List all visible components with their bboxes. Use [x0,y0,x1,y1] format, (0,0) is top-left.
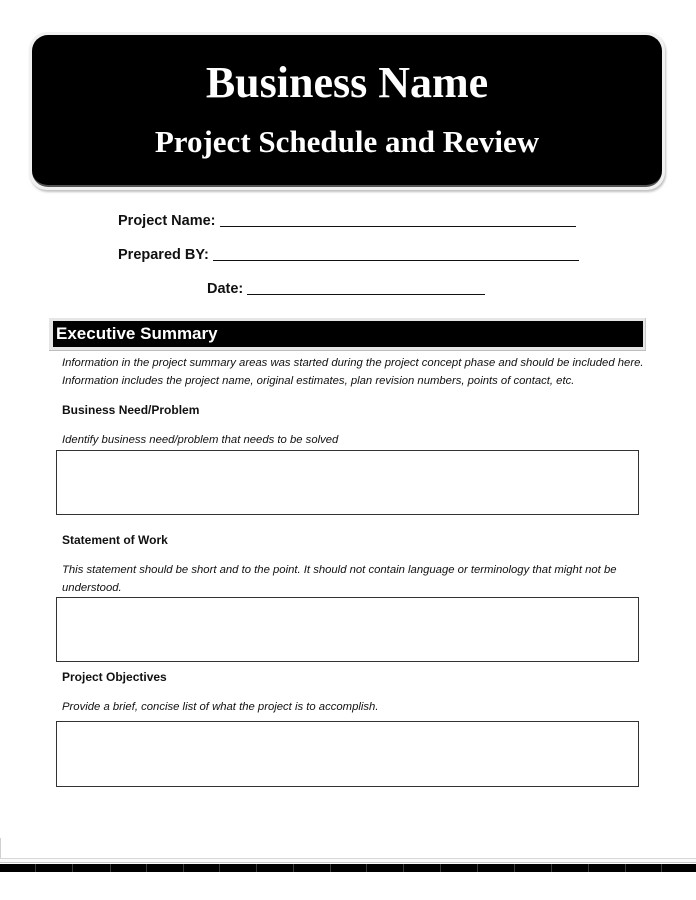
business-need-heading: Business Need/Problem [62,403,200,417]
ruler-tick [403,864,404,872]
project-name-label: Project Name: [118,213,216,229]
prepared-by-input-line[interactable] [213,246,579,261]
ruler-tick [588,864,589,872]
project-objectives-heading: Project Objectives [62,670,167,684]
ruler-tick [514,864,515,872]
business-name: Business Name [205,58,489,107]
ruler-tick [219,864,220,872]
document-title: Project Schedule and Review [154,124,540,159]
business-need-input-box[interactable] [56,450,639,515]
statement-of-work-heading: Statement of Work [62,533,168,547]
ruler-tick [661,864,662,872]
ruler-tick [183,864,184,872]
statement-of-work-input-box[interactable] [56,597,639,662]
ruler-tick [72,864,73,872]
prepared-by-label: Prepared BY: [118,247,209,263]
project-name-field [118,210,576,230]
date-label: Date: [207,281,244,297]
ruler-tick [330,864,331,872]
ruler-tick [366,864,367,872]
header-banner [32,35,662,187]
footer-left-mark [0,838,1,858]
project-objectives-input-box[interactable] [56,721,639,787]
statement-of-work-description: This statement should be short and to the point. It should not contain language or terminology that might not be understood. [62,564,617,594]
ruler-tick [110,864,111,872]
ruler-tick [35,864,36,872]
footer-divider-lines [0,858,696,863]
ruler-tick [440,864,441,872]
business-need-description: Identify business need/problem that needs to be solved [62,434,339,446]
ruler-tick [477,864,478,872]
executive-summary-heading: Executive Summary [53,321,643,347]
prepared-by-field [118,244,579,264]
date-input-line[interactable] [247,280,485,295]
footer-ruler-strip [0,864,696,872]
ruler-tick [256,864,257,872]
ruler-tick [551,864,552,872]
ruler-tick [146,864,147,872]
project-name-input-line[interactable] [220,212,576,227]
ruler-tick [293,864,294,872]
project-objectives-description: Provide a brief, concise list of what the project is to accomplish. [62,701,379,713]
executive-summary-intro: Information in the project summary areas was started during the project concept phase and should be included here. Information includes the project name, original estimates, plan revision numbers, points of contact, etc. [62,357,644,387]
ruler-tick [625,864,626,872]
date-field [207,278,485,298]
